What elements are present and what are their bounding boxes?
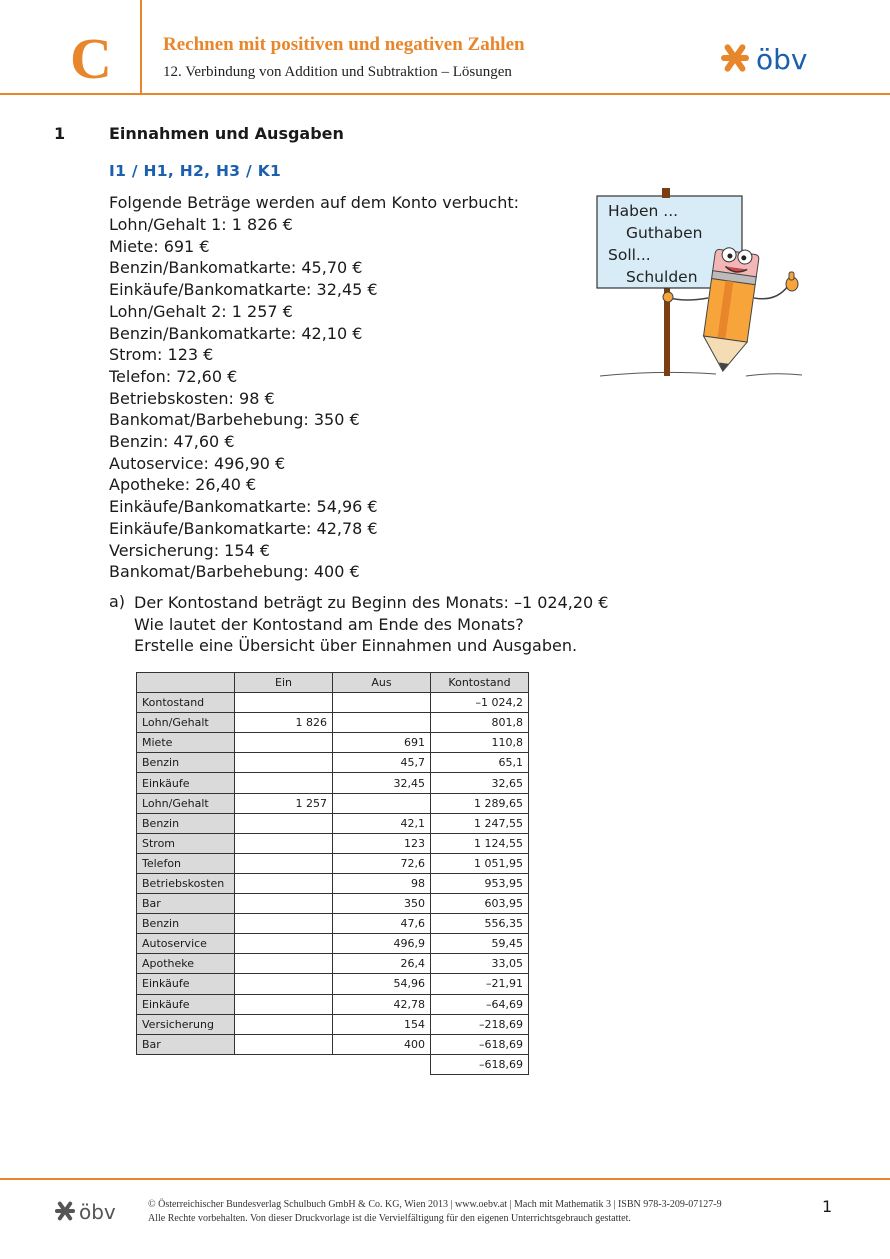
table-cell: [235, 1014, 333, 1034]
logo-text: öbv: [756, 43, 808, 76]
table-cell: 47,6: [333, 914, 431, 934]
row-label-cell: Einkäufe: [137, 994, 235, 1014]
table-header-cell: Aus: [333, 673, 431, 693]
table-row: [137, 693, 529, 713]
table-cell: [235, 833, 333, 853]
table-cell: 603,95: [431, 894, 529, 914]
table-cell: 1 051,95: [431, 853, 529, 873]
table-row: [137, 753, 529, 773]
row-label-cell: Einkäufe: [137, 773, 235, 793]
row-label-cell: Bar: [137, 1034, 235, 1054]
list-item: Versicherung: 154 €: [109, 540, 270, 560]
table-cell: [333, 693, 431, 713]
table-cell: 1 124,55: [431, 833, 529, 853]
table-cell: –1 024,2: [431, 693, 529, 713]
row-label-cell: Apotheke: [137, 954, 235, 974]
table-cell: 1 247,55: [431, 813, 529, 833]
table-cell: 1 257: [235, 793, 333, 813]
final-balance-cell: –618,69: [431, 1054, 529, 1074]
table-cell: 54,96: [333, 974, 431, 994]
table-cell: 1 826: [235, 713, 333, 733]
table-cell: [235, 1034, 333, 1054]
list-item: Bankomat/Barbehebung: 350 €: [109, 410, 360, 430]
logo-star-icon: [721, 43, 749, 73]
table-cell: [333, 793, 431, 813]
table-cell: 42,1: [333, 813, 431, 833]
table-cell: 45,7: [333, 753, 431, 773]
list-item: Einkäufe/Bankomatkarte: 54,96 €: [109, 497, 378, 517]
table-row: [137, 894, 529, 914]
footer-line-1: © Österreichischer Bundesverlag Schulbuch GmbH & Co. KG, Wien 2013 | www.oebv.at | Mach mit Mathematik 3 | ISBN 978-3-209-07127-9: [148, 1199, 722, 1210]
row-label-cell: Benzin: [137, 753, 235, 773]
table-cell: –618,69: [431, 1034, 529, 1054]
table-cell: [235, 773, 333, 793]
table-row: [137, 974, 529, 994]
table-cell: 65,1: [431, 753, 529, 773]
table-row: [137, 853, 529, 873]
list-item: Strom: 123 €: [109, 345, 214, 365]
task-label: a): [109, 592, 126, 611]
row-label-cell: Einkäufe: [137, 974, 235, 994]
table-row: [137, 873, 529, 893]
table-row: [137, 994, 529, 1014]
footer-logo-text: öbv: [79, 1200, 116, 1224]
bookings-list: [109, 214, 378, 583]
list-item: Lohn/Gehalt 1: 1 826 €: [109, 215, 293, 234]
row-label-cell: Telefon: [137, 853, 235, 873]
sign-line-3: Soll...: [608, 246, 651, 264]
list-item: Betriebskosten: 98 €: [109, 388, 275, 408]
table-cell: 556,35: [431, 914, 529, 934]
list-item: Bankomat/Barbehebung: 400 €: [109, 562, 360, 582]
table-header-cell: [137, 673, 235, 693]
exercise-title: Einnahmen und Ausgaben: [109, 124, 344, 143]
row-label-cell: Versicherung: [137, 1014, 235, 1034]
table-cell: [235, 813, 333, 833]
table-cell: 1 289,65: [431, 793, 529, 813]
table-row: [137, 813, 529, 833]
table-cell: –218,69: [431, 1014, 529, 1034]
empty-cell: [235, 1054, 333, 1074]
table-header-cell: Ein: [235, 673, 333, 693]
table-row: [137, 713, 529, 733]
table-row: [137, 1014, 529, 1034]
table-cell: 496,9: [333, 934, 431, 954]
table-cell: [235, 693, 333, 713]
list-item: Benzin: 47,60 €: [109, 432, 235, 452]
row-label-cell: Autoservice: [137, 934, 235, 954]
intro-text: Folgende Beträge werden auf dem Konto verbucht:: [109, 193, 520, 212]
publisher-logo: [718, 38, 822, 78]
row-label-cell: Miete: [137, 733, 235, 753]
table-row: [137, 934, 529, 954]
row-label-cell: Benzin: [137, 813, 235, 833]
task-text: [134, 592, 608, 657]
table-cell: 350: [333, 894, 431, 914]
table-cell: 33,05: [431, 954, 529, 974]
list-item: Telefon: 72,60 €: [109, 366, 238, 386]
table-cell: 691: [333, 733, 431, 753]
page-title: Rechnen mit positiven und negativen Zahlen: [163, 34, 525, 55]
header-divider-horizontal: [0, 93, 890, 95]
table-row: [137, 1034, 529, 1054]
page-subtitle: 12. Verbindung von Addition und Subtraktion – Lösungen: [163, 64, 512, 80]
task-line-1: Der Kontostand beträgt zu Beginn des Monats: –1 024,20 €: [134, 593, 609, 612]
table-cell: 98: [333, 873, 431, 893]
table-cell: [235, 873, 333, 893]
list-item: Benzin/Bankomatkarte: 42,10 €: [109, 323, 363, 343]
table-cell: [235, 994, 333, 1014]
footer-line-2: Alle Rechte vorbehalten. Von dieser Druckvorlage ist die Vervielfältigung für den eigenen Unterrichtsgebrauch gestattet.: [148, 1212, 631, 1224]
table-cell: [235, 733, 333, 753]
table-row: [137, 833, 529, 853]
list-item: Miete: 691 €: [109, 236, 210, 256]
table-cell: [235, 954, 333, 974]
empty-cell: [333, 1054, 431, 1074]
table-cell: 26,4: [333, 954, 431, 974]
exercise-number: 1: [54, 124, 66, 143]
task-line-3: Erstelle eine Übersicht über Einnahmen und Ausgaben.: [134, 636, 578, 655]
table-cell: –21,91: [431, 974, 529, 994]
table-cell: 59,45: [431, 934, 529, 954]
table-cell: 32,65: [431, 773, 529, 793]
footer-star-icon: [55, 1201, 75, 1221]
pencil-sign-illustration: [596, 186, 806, 382]
page-number: 1: [822, 1197, 833, 1216]
list-item: Autoservice: 496,90 €: [109, 453, 286, 473]
sign-line-1: Haben ...: [608, 202, 679, 220]
task-line-2: Wie lautet der Kontostand am Ende des Monats?: [134, 614, 524, 634]
table-cell: –64,69: [431, 994, 529, 1014]
row-label-cell: Betriebskosten: [137, 873, 235, 893]
table-final-row: [137, 1054, 529, 1074]
list-item: Einkäufe/Bankomatkarte: 42,78 €: [109, 518, 378, 538]
table-cell: 953,95: [431, 873, 529, 893]
table-cell: 72,6: [333, 853, 431, 873]
account-table: [136, 672, 529, 1075]
table-cell: 801,8: [431, 713, 529, 733]
table-row: [137, 914, 529, 934]
row-label-cell: Benzin: [137, 914, 235, 934]
list-item: Apotheke: 26,40 €: [109, 475, 257, 495]
table-cell: [235, 894, 333, 914]
header-divider-vertical: [140, 0, 142, 94]
table-cell: [235, 853, 333, 873]
table-cell: 123: [333, 833, 431, 853]
sign-line-2: Guthaben: [626, 224, 703, 242]
table-row: [137, 793, 529, 813]
footer-divider: [0, 1178, 890, 1180]
table-cell: 32,45: [333, 773, 431, 793]
competence-codes: I1 / H1, H2, H3 / K1: [109, 162, 282, 180]
table-cell: 400: [333, 1034, 431, 1054]
table-row: [137, 733, 529, 753]
table-cell: [235, 914, 333, 934]
footer-copyright: [148, 1198, 722, 1225]
table-row: [137, 954, 529, 974]
sign-line-4: Schulden: [626, 268, 698, 286]
table-cell: [235, 974, 333, 994]
table-cell: 42,78: [333, 994, 431, 1014]
list-item: Benzin/Bankomatkarte: 45,70 €: [109, 258, 363, 278]
table-header-row: [137, 673, 529, 693]
list-item: Lohn/Gehalt 2: 1 257 €: [109, 301, 293, 321]
row-label-cell: Bar: [137, 894, 235, 914]
footer-logo: [54, 1198, 124, 1224]
row-label-cell: Kontostand: [137, 693, 235, 713]
chapter-letter: C: [70, 26, 112, 91]
row-label-cell: Lohn/Gehalt: [137, 713, 235, 733]
table-header-cell: Kontostand: [431, 673, 529, 693]
empty-cell: [137, 1054, 235, 1074]
table-row: [137, 773, 529, 793]
row-label-cell: Strom: [137, 833, 235, 853]
table-cell: 154: [333, 1014, 431, 1034]
table-cell: [333, 713, 431, 733]
table-cell: 110,8: [431, 733, 529, 753]
row-label-cell: Lohn/Gehalt: [137, 793, 235, 813]
table-cell: [235, 934, 333, 954]
list-item: Einkäufe/Bankomatkarte: 32,45 €: [109, 280, 378, 300]
table-cell: [235, 753, 333, 773]
